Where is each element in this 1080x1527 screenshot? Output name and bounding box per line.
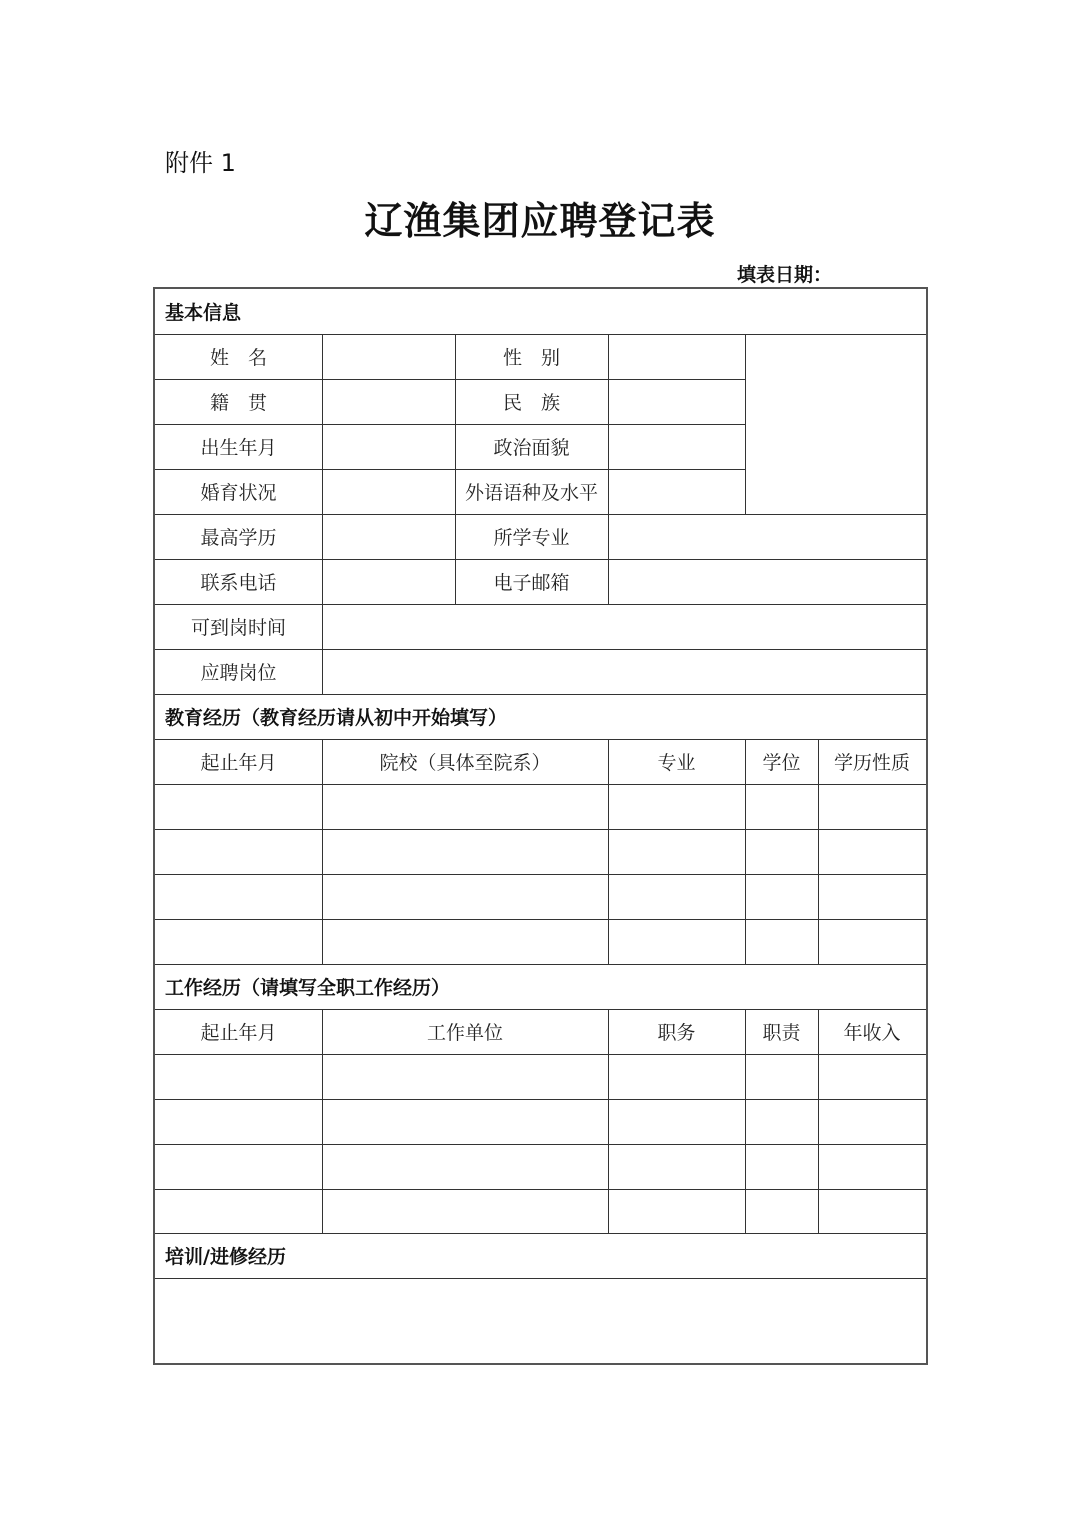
label-ethnicity: 民 族	[502, 392, 560, 414]
work-header-income: 年收入	[843, 1022, 901, 1044]
name-field[interactable]	[323, 335, 455, 379]
label-birth: 出生年月	[200, 437, 277, 459]
major-field[interactable]	[609, 515, 926, 559]
photo-box[interactable]	[746, 335, 926, 514]
label-foreign-language: 外语语种及水平	[464, 482, 598, 504]
native-place-field[interactable]	[323, 380, 455, 424]
work-row[interactable]	[155, 1055, 926, 1099]
foreign-language-field[interactable]	[609, 470, 745, 514]
edu-header-nature: 学历性质	[833, 752, 910, 774]
edu-header-period: 起止年月	[200, 752, 277, 774]
attachment-label: 附件 1	[165, 149, 236, 177]
edu-row[interactable]	[155, 875, 926, 919]
label-phone: 联系电话	[200, 572, 277, 594]
label-available-time: 可到岗时间	[190, 617, 286, 639]
birth-field[interactable]	[323, 425, 455, 469]
label-political-status: 政治面貌	[493, 437, 570, 459]
ethnicity-field[interactable]	[609, 380, 745, 424]
work-header-duties: 职责	[762, 1022, 801, 1044]
label-name: 姓 名	[209, 347, 267, 369]
position-applied-field[interactable]	[323, 650, 926, 694]
work-header-period: 起止年月	[200, 1022, 277, 1044]
edu-row[interactable]	[155, 830, 926, 874]
work-row[interactable]	[155, 1100, 926, 1144]
gender-field[interactable]	[609, 335, 745, 379]
marital-status-field[interactable]	[323, 470, 455, 514]
section-education: 教育经历（教育经历请从初中开始填写）	[165, 707, 508, 729]
training-field[interactable]	[155, 1279, 926, 1363]
available-time-field[interactable]	[323, 605, 926, 649]
label-gender: 性 别	[502, 347, 560, 369]
work-header-title: 职务	[657, 1022, 696, 1044]
label-email: 电子邮箱	[493, 572, 570, 594]
work-row[interactable]	[155, 1145, 926, 1189]
edu-header-major: 专业	[657, 752, 696, 774]
email-field[interactable]	[609, 560, 926, 604]
edu-row[interactable]	[155, 785, 926, 829]
label-education-level: 最高学历	[200, 527, 277, 549]
political-status-field[interactable]	[609, 425, 745, 469]
label-position-applied: 应聘岗位	[200, 662, 277, 684]
edu-header-school: 院校（具体至院系）	[379, 752, 551, 774]
registration-form	[153, 287, 928, 1365]
section-work: 工作经历（请填写全职工作经历）	[165, 977, 451, 999]
section-basic-info: 基本信息	[165, 302, 242, 324]
work-header-employer: 工作单位	[426, 1022, 503, 1044]
section-training: 培训/进修经历	[165, 1246, 286, 1268]
education-level-field[interactable]	[323, 515, 455, 559]
label-marital-status: 婚育状况	[200, 482, 277, 504]
label-major: 所学专业	[493, 527, 570, 549]
fill-date-label: 填表日期：	[737, 264, 833, 286]
edu-row[interactable]	[155, 920, 926, 964]
label-native-place: 籍 贯	[209, 392, 267, 414]
phone-field[interactable]	[323, 560, 455, 604]
page-title: 辽渔集团应聘登记表	[364, 199, 716, 243]
work-row[interactable]	[155, 1190, 926, 1233]
edu-header-degree: 学位	[762, 752, 801, 774]
